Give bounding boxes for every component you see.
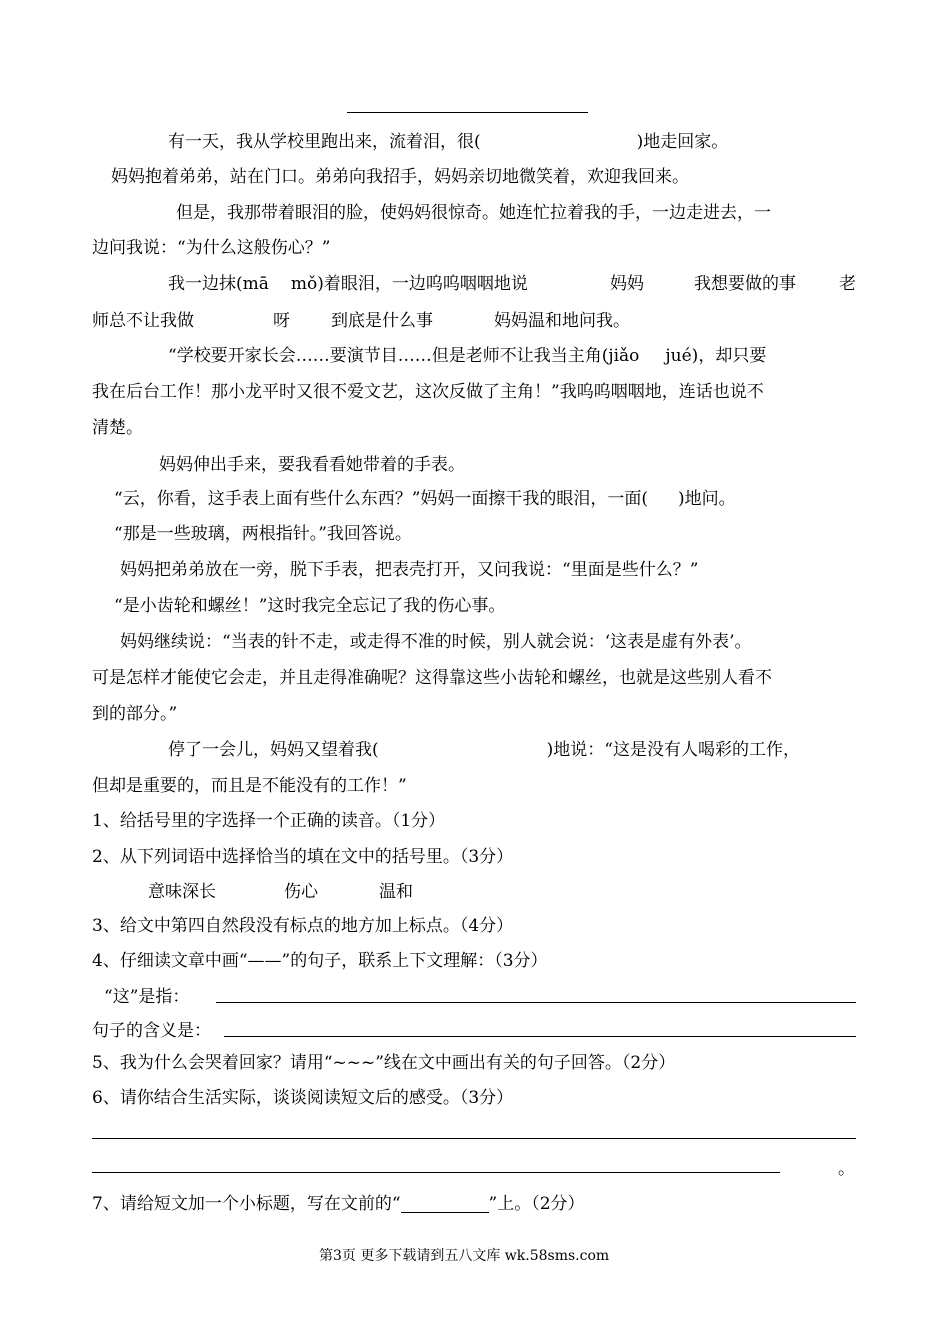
word-choice-3: 温和 bbox=[379, 882, 413, 902]
paragraph-6: 妈妈伸出手来，要我看看她带着的手表。 bbox=[159, 455, 465, 475]
paragraph-5-line-2: 我在后台工作！那小龙平时又很不爱文艺，这次反做了主角！”我呜呜咽咽地，连话也说不 bbox=[92, 382, 764, 402]
paragraph-4-seg-h: 到底是什么事 bbox=[331, 311, 433, 331]
title-blank-line bbox=[347, 112, 588, 113]
answer-line-zhe[interactable] bbox=[216, 1002, 856, 1003]
paragraph-4-seg-d: 我想要做的事 bbox=[694, 274, 796, 294]
word-choice-2: 伤心 bbox=[284, 882, 318, 902]
title-blank-sample bbox=[401, 1194, 489, 1213]
paragraph-12-text-a: 停了一会儿，妈妈又望着我( bbox=[168, 740, 379, 760]
question-2: 2、从下列词语中选择恰当的填在文中的括号里。（3分） bbox=[92, 847, 514, 867]
paragraph-1 bbox=[168, 131, 728, 153]
paragraph-7 bbox=[114, 488, 736, 510]
paragraph-12-line-2: 但却是重要的，而且是不能没有的工作！” bbox=[92, 776, 407, 796]
paragraph-7-text-b: )地问。 bbox=[678, 489, 736, 509]
paragraph-5-seg-b: jué)，却只要 bbox=[665, 346, 767, 366]
paragraph-5-line-3: 清楚。 bbox=[92, 418, 143, 438]
question-4-meaning-label: 句子的含义是： bbox=[92, 1021, 211, 1041]
paragraph-1-text-a: 有一天，我从学校里跑出来，流着泪，很( bbox=[168, 132, 481, 152]
paragraph-10: “是小齿轮和螺丝！”这时我完全忘记了我的伤心事。 bbox=[114, 596, 506, 616]
question-6-period: 。 bbox=[838, 1159, 855, 1179]
question-5: 5、我为什么会哭着回家？请用“~~~”线在文中画出有关的句子回答。（2分） bbox=[92, 1053, 676, 1073]
paragraph-5-line-1 bbox=[168, 345, 766, 367]
paragraph-8: “那是一些玻璃，两根指针。”我回答说。 bbox=[114, 524, 412, 544]
question-6: 6、请你结合生活实际，谈谈阅读短文后的感受。（3分） bbox=[92, 1088, 514, 1108]
paragraph-11-line-3: 到的部分。” bbox=[92, 704, 178, 724]
paragraph-3-line-1: 但是，我那带着眼泪的脸，使妈妈很惊奇。她连忙拉着我的手，一边走进去，一 bbox=[176, 203, 771, 223]
paragraph-12-text-b: )地说：“这是没有人喝彩的工作， bbox=[546, 740, 800, 760]
paragraph-1-text-b: )地走回家。 bbox=[636, 132, 729, 152]
paragraph-4-seg-i: 妈妈温和地问我。 bbox=[494, 311, 630, 331]
question-3: 3、给文中第四自然段没有标点的地方加上标点。（4分） bbox=[92, 916, 514, 936]
paragraph-4-seg-g: 呀 bbox=[273, 311, 290, 331]
paragraph-12-line-1 bbox=[168, 739, 800, 761]
answer-line-6b[interactable] bbox=[92, 1172, 780, 1173]
paragraph-3-line-2: 边问我说：“为什么这般伤心？” bbox=[92, 238, 331, 258]
paragraph-4-seg-b: mǒ)着眼泪，一边呜呜咽咽地说 bbox=[290, 274, 528, 294]
paragraph-7-text-a: “云，你看，这手表上面有些什么东西？”妈妈一面擦干我的眼泪，一面( bbox=[114, 489, 649, 509]
question-4-zhe-label: “这”是指： bbox=[104, 987, 190, 1007]
paragraph-4-line-1 bbox=[168, 273, 528, 295]
paragraph-11-line-2: 可是怎样才能使它会走，并且走得准确呢？这得靠这些小齿轮和螺丝，也就是这些别人看不 bbox=[92, 668, 772, 688]
paragraph-5-seg-a: “学校要开家长会……要演节目……但是老师不让我当主角(jiǎo bbox=[168, 346, 640, 366]
page-footer: 第3页 更多下载请到五八文库 wk.58sms.com bbox=[319, 1248, 610, 1264]
paragraph-4-seg-f: 师总不让我做 bbox=[92, 311, 194, 331]
question-7-text-b: ”上。（2分） bbox=[488, 1194, 585, 1214]
word-choice-1: 意味深长 bbox=[148, 882, 216, 902]
paragraph-4-word-mama: 妈妈 bbox=[610, 274, 644, 294]
paragraph-2: 妈妈抱着弟弟，站在门口。弟弟向我招手，妈妈亲切地微笑着，欢迎我回来。 bbox=[111, 167, 689, 187]
paragraph-4-seg-e: 老 bbox=[839, 274, 856, 294]
question-4: 4、仔细读文章中画“——”的句子，联系上下文理解：（3分） bbox=[92, 951, 548, 971]
question-1: 1、给括号里的字选择一个正确的读音。（1分） bbox=[92, 811, 446, 831]
answer-line-6a[interactable] bbox=[92, 1138, 856, 1139]
answer-line-meaning[interactable] bbox=[224, 1036, 856, 1037]
paragraph-9: 妈妈把弟弟放在一旁，脱下手表，把表壳打开，又问我说：“里面是些什么？” bbox=[120, 560, 699, 580]
paragraph-4-seg-a: 我一边抹(mā bbox=[168, 274, 269, 294]
question-7 bbox=[92, 1193, 585, 1215]
paragraph-11-line-1: 妈妈继续说：“当表的针不走，或走得不准的时候，别人就会说：‘这表是虚有外表’。 bbox=[120, 632, 752, 652]
question-7-text-a: 7、请给短文加一个小标题，写在文前的“ bbox=[92, 1194, 401, 1214]
